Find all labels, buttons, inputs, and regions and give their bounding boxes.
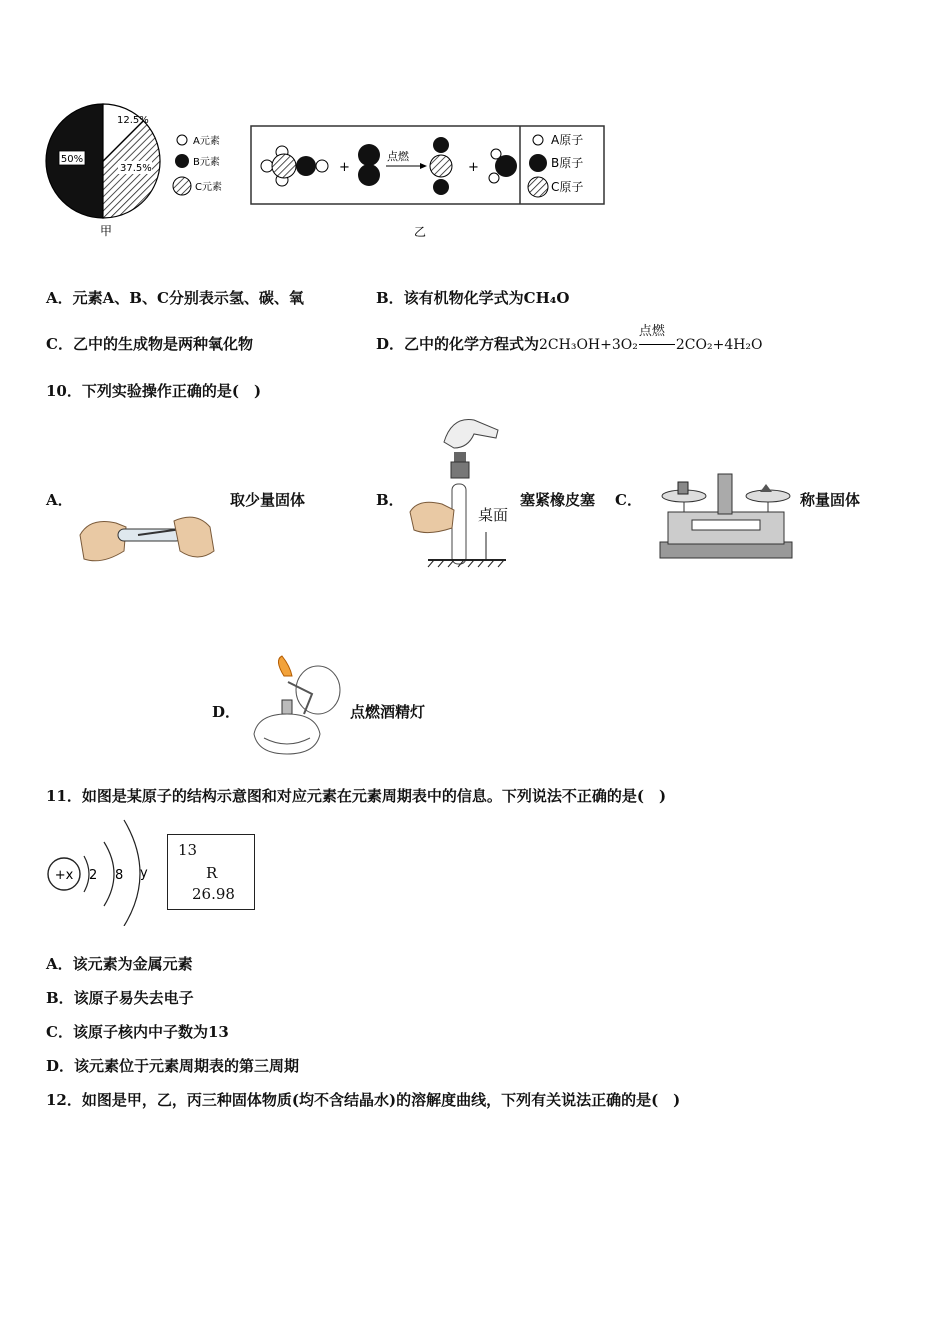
legend-atom-b-icon (529, 154, 547, 172)
balance-illustration (656, 470, 796, 562)
q10-option-b-letter: B． (376, 491, 404, 509)
legend-a-icon (177, 135, 187, 145)
legend-b-label: B元素 (193, 157, 220, 168)
q10-option-a-letter: A． (46, 491, 73, 509)
pie-figure (40, 95, 240, 245)
plus-sign-2: + (468, 160, 479, 175)
q10-option-d-letter: D． (212, 703, 241, 721)
balance-svg (656, 470, 796, 562)
atomic-mass: 26.98 (192, 885, 235, 903)
periodic-table-cell (167, 834, 255, 910)
legend-atom-c: C原子 (551, 180, 584, 194)
shell-3: y (140, 866, 148, 881)
q11-option-a: A．该元素为金属元素 (46, 955, 193, 973)
legend-atom-c-icon (528, 177, 548, 197)
alcohol-lamp-svg (244, 654, 344, 758)
hands-tube-svg (78, 505, 218, 569)
pie-label-a: 12.5% (117, 115, 149, 126)
legend-b-icon (175, 154, 189, 168)
pie-label-c: 37.5% (120, 163, 152, 174)
equation-arrow (638, 324, 675, 345)
q9-option-a: A．元素A、B、C分别表示氢、碳、氧 (46, 289, 304, 307)
test-tube-hands-illustration (78, 505, 218, 569)
q11-option-b: B．该原子易失去电子 (46, 989, 194, 1007)
q10-option-d-text: 点燃酒精灯 (350, 703, 426, 721)
equation-left: 2CH₃OH+3O₂ (539, 337, 638, 353)
q9-option-d (376, 324, 763, 354)
stopper-illustration (408, 412, 518, 568)
pie-chart (40, 95, 240, 245)
q10-option-b-text: 塞紧橡皮塞 (520, 491, 596, 509)
q10-option-c-text: 称量固体 (800, 491, 861, 509)
atomic-number: 13 (178, 841, 198, 859)
co2-molecule (430, 137, 452, 195)
table-surface-label: 桌面 (478, 506, 509, 524)
equation-right: 2CO₂+4H₂O (675, 337, 763, 353)
alcohol-lamp-illustration (244, 654, 344, 758)
legend-atom-a-icon (533, 135, 543, 145)
shell-1: 2 (89, 868, 98, 883)
equation-condition: 点燃 (638, 324, 665, 339)
legend-c-icon (173, 177, 191, 195)
legend-c-label: C元素 (195, 182, 222, 193)
q10-stem: 10．下列实验操作正确的是( ) (46, 382, 262, 400)
q11-option-c: C．该原子核内中子数为13 (46, 1023, 229, 1041)
q9-option-b: B．该有机物化学式为CH₄O (376, 289, 570, 307)
q12-stem: 12．如图是甲，乙，丙三种固体物质(均不含结晶水)的溶解度曲线，下列有关说法正确的是( ) (46, 1091, 681, 1109)
element-symbol: R (206, 864, 218, 882)
q9-option-c: C．乙中的生成物是两种氧化物 (46, 335, 253, 353)
pie-label-b: 50% (60, 154, 84, 165)
reaction-caption: 乙 (414, 225, 427, 239)
stopper-svg (408, 412, 518, 568)
legend-atom-a: A原子 (551, 133, 584, 147)
legend-a-label: A元素 (193, 136, 220, 147)
pie-caption: 甲 (100, 224, 113, 238)
q10-option-a-text: 取少量固体 (230, 491, 306, 509)
q9-option-d-prefix: D．乙中的化学方程式为 (376, 335, 540, 353)
plus-sign: + (339, 160, 350, 175)
q11-stem: 11．如图是某原子的结构示意图和对应元素在元素周期表中的信息。下列说法不正确的是( ) (46, 787, 667, 805)
atom-structure-diagram (44, 812, 164, 926)
reaction-diagram (248, 120, 608, 245)
nucleus-charge: +x (54, 868, 74, 883)
atom-structure-svg (44, 812, 164, 926)
legend-atom-b: B原子 (551, 156, 584, 170)
arrow-label: 点燃 (387, 150, 409, 163)
q11-option-d: D．该元素位于元素周期表的第三周期 (46, 1057, 300, 1075)
shell-2: 8 (115, 868, 124, 883)
q10-option-c-letter: C． (615, 491, 642, 509)
reaction-figure (248, 120, 608, 245)
